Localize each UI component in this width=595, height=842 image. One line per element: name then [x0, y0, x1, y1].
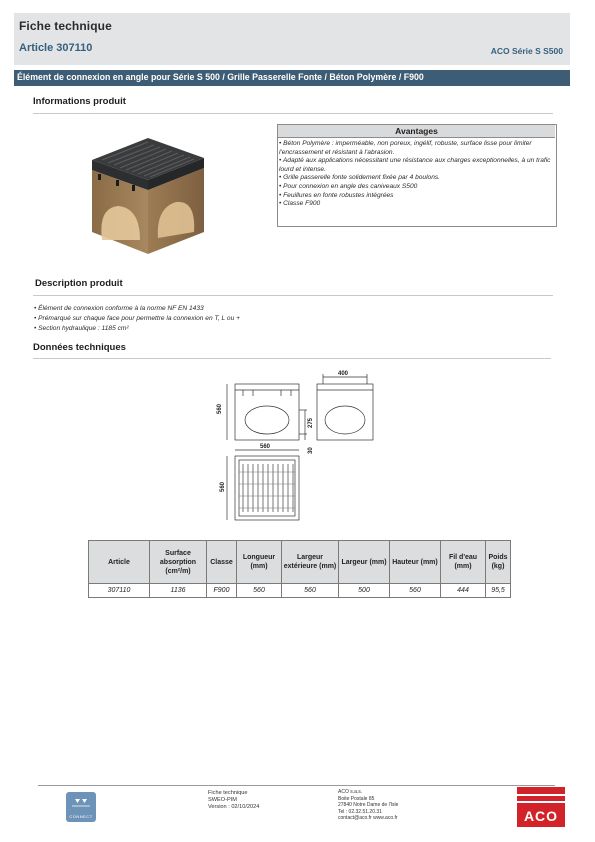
col-largeur-ext: Largeur extérieure (mm)	[282, 541, 339, 584]
col-fil-eau: Fil d'eau (mm)	[441, 541, 486, 584]
col-poids: Poids (kg)	[486, 541, 511, 584]
footer-company-line: contact@aco.fr www.aco.fr	[338, 815, 398, 822]
footer-divider	[38, 785, 555, 786]
spec-table	[88, 540, 511, 598]
description-item: • Section hydraulique : 1185 cm²	[34, 325, 129, 332]
advantage-item: • Béton Polymère : imperméable, non poreux, ingélif, robuste, surface lisse pour limiter l'encrassement et résistant à l'abrasion.	[279, 140, 532, 156]
table-header-row	[89, 541, 511, 584]
footer-doc-info	[208, 790, 259, 811]
footer-company-line: Tel : 02.32.51.20.31	[338, 808, 382, 815]
dim-top-height: 560	[220, 481, 226, 492]
cell-fil-eau: 444	[441, 584, 486, 598]
cell-hauteur: 560	[390, 584, 441, 598]
cell-surface: 1136	[150, 584, 207, 598]
advantage-item: • Pour connexion en angle des caniveaux S500	[279, 182, 418, 190]
dim-front-height: 560	[217, 403, 223, 414]
footer-company-line: Boite Postale 85	[338, 795, 375, 802]
badge-label: CONNECT	[69, 814, 93, 819]
description-item: • Élément de connexion conforme à la norme NF EN 1433	[34, 305, 204, 312]
advantage-item: • Grille passerelle fonte solidement fixée par 4 boulons.	[279, 174, 441, 182]
col-classe: Classe	[207, 541, 237, 584]
description-item: • Prémarqué sur chaque face pour permettre la connexion en T, L ou +	[34, 315, 240, 322]
aco-logo	[517, 787, 565, 827]
advantage-item: • Classe F900	[279, 200, 321, 208]
footer-doc-line: Version : 02/10/2024	[208, 804, 260, 810]
section-divider	[33, 113, 553, 114]
cell-classe: F900	[207, 584, 237, 598]
footer-doc-line: Fiche technique	[208, 790, 248, 796]
col-largeur: Largeur (mm)	[339, 541, 390, 584]
advantage-item: • Feuillures en fonte robustes intégrées	[279, 191, 394, 199]
advantages-title: Avantages	[278, 125, 555, 138]
section-description-title: Description produit	[35, 278, 123, 289]
cell-poids: 95,5	[486, 584, 511, 598]
article-number: Article 307110	[19, 42, 93, 54]
section-divider	[33, 358, 551, 359]
cell-longueur: 560	[237, 584, 282, 598]
aco-logo-text: ACO	[523, 808, 559, 824]
dim-front-level: 275	[308, 417, 314, 428]
side-view	[317, 374, 373, 440]
section-tech-title: Données techniques	[33, 342, 126, 353]
advantage-item: • Adapté aux applications nécessitant une résistance aux charges exceptionnelles, à un trafic lourd et intense.	[279, 157, 551, 173]
advantages-list	[279, 140, 553, 209]
col-article: Article	[89, 541, 150, 584]
front-view	[227, 384, 307, 440]
technical-drawing	[215, 368, 385, 528]
col-hauteur: Hauteur (mm)	[390, 541, 441, 584]
connect-badge	[66, 792, 96, 822]
dim-front-bottom: 30	[308, 447, 314, 454]
footer-doc-line: SWEO-PIM	[208, 797, 237, 803]
footer-company-info	[338, 789, 398, 822]
table-row	[89, 584, 511, 598]
section-divider	[33, 295, 553, 296]
dim-side-width: 400	[338, 371, 349, 377]
product-image	[88, 128, 208, 258]
series-label: ACO Série S S500	[490, 46, 563, 56]
footer-company-line: 27840 Notre Dame de l'Isle	[338, 802, 399, 809]
col-longueur: Longueur (mm)	[237, 541, 282, 584]
footer-company-line: ACO s.a.s.	[338, 789, 363, 795]
cell-article: 307110	[89, 584, 150, 598]
document-title: Fiche technique	[19, 19, 112, 33]
dim-top-width: 560	[260, 444, 271, 450]
cell-largeur: 500	[339, 584, 390, 598]
section-info-title: Informations produit	[33, 96, 126, 107]
col-surface: Surface absorption (cm²/m)	[150, 541, 207, 584]
drain-icon	[66, 792, 96, 814]
cell-largeur-ext: 560	[282, 584, 339, 598]
description-list	[34, 304, 240, 334]
banner-text: Élément de connexion en angle pour Série S 500 / Grille Passerelle Fonte / Béton Polymère / F900	[17, 72, 424, 82]
